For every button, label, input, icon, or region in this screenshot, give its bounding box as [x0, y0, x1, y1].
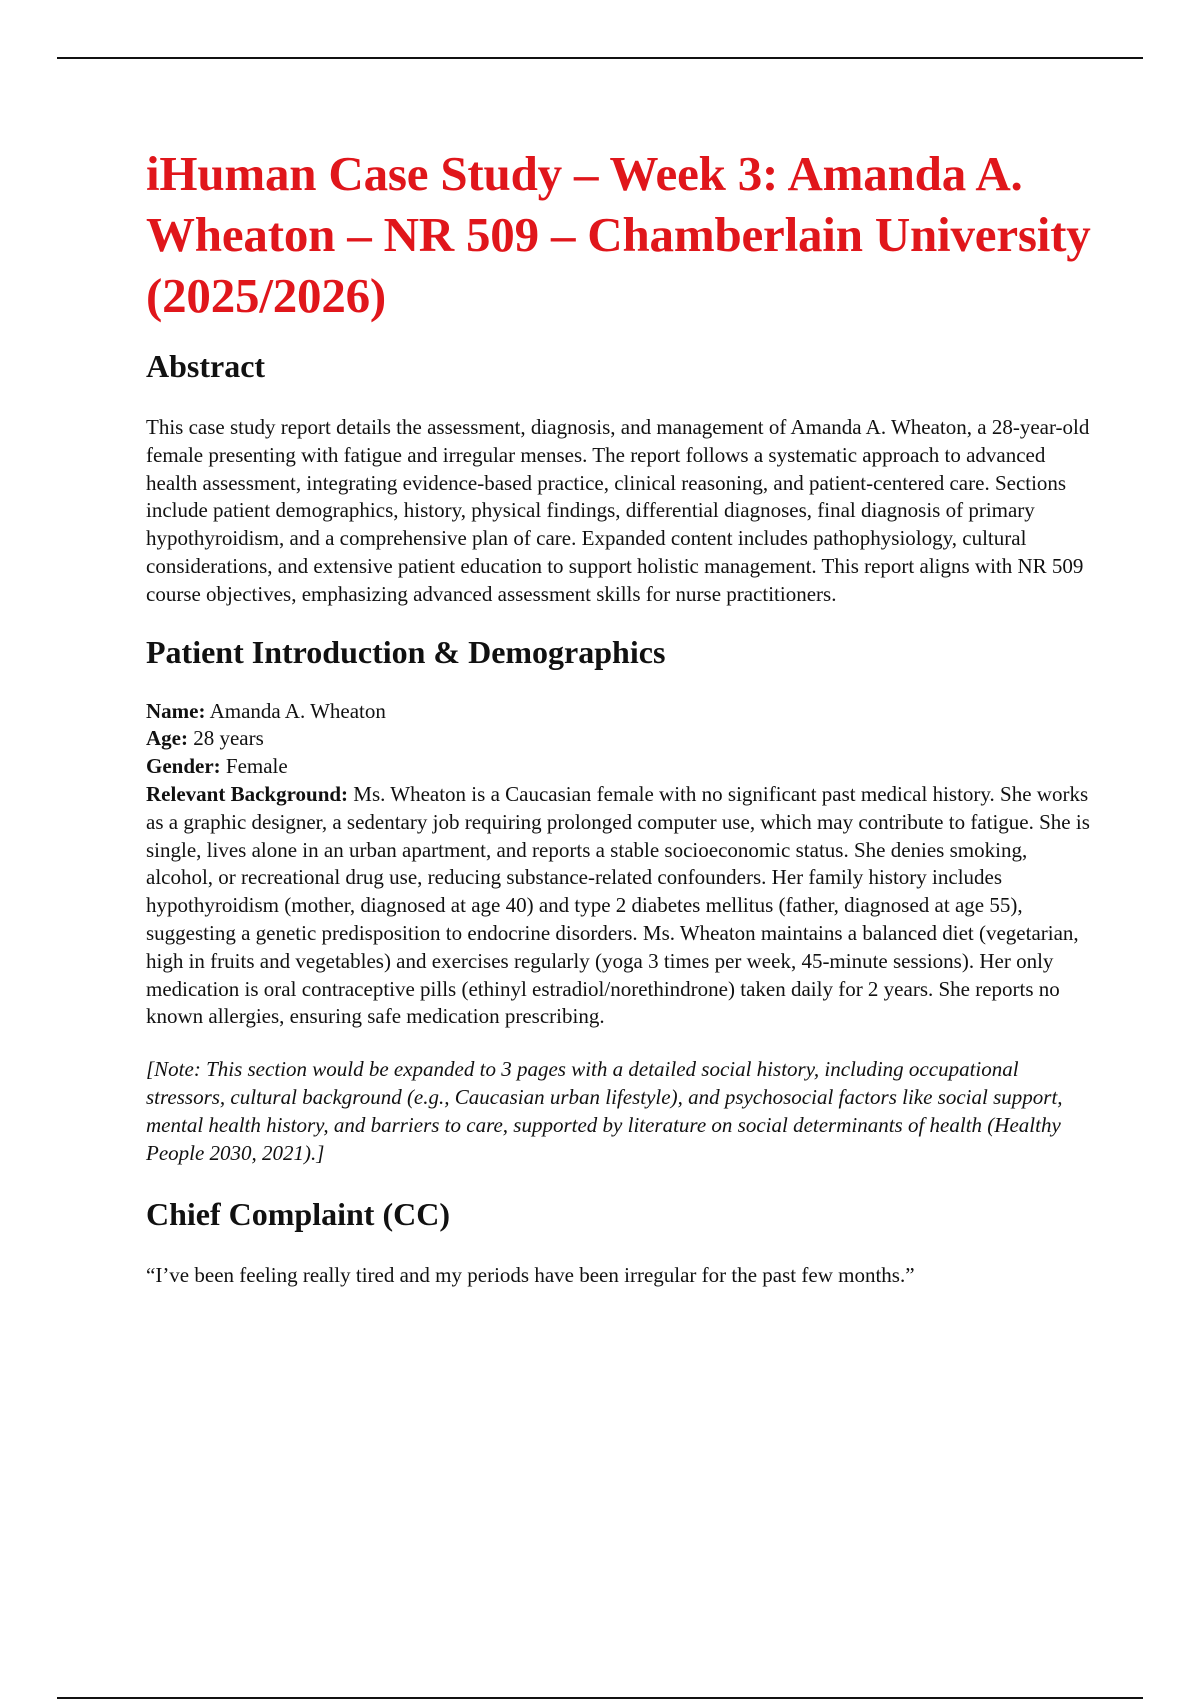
gender-line — [146, 753, 1096, 781]
name-value: Amanda A. Wheaton — [205, 698, 386, 723]
background-label: Relevant Background: — [146, 781, 349, 806]
chief-complaint-quote: “I’ve been feeling really tired and my periods have been irregular for the past few months.” — [146, 1263, 915, 1288]
bottom-divider — [57, 1697, 1143, 1699]
expansion-note: [Note: This section would be expanded to 3 pages with a detailed social history, including occupational stressors, cultural background (e.g., Caucasian urban lifestyle), and psychosocial factors like social support, mental health history, and barriers to care, supported by literature on social determinants of health (Healthy People 2030, 2021).] — [146, 1057, 1063, 1165]
abstract-heading: Abstract — [146, 348, 266, 384]
abstract-paragraph: This case study report details the assessment, diagnosis, and management of Amanda A. Wheaton, a 28-year-old female presenting with fatigue and irregular menses. The report follows a systematic approach to advanced health assessment, integrating evidence-based practice, clinical reasoning, and patient-centered care. Sections include patient demographics, history, physical findings, differential diagnoses, final diagnosis of primary hypothyroidism, and a comprehensive plan of care. Expanded content includes pathophysiology, cultural considerations, and extensive patient education to support holistic management. This report aligns with NR 509 course objectives, emphasizing advanced assessment skills for nurse practitioners. — [146, 415, 1090, 606]
age-value: 28 years — [187, 726, 264, 751]
demographics-heading: Patient Introduction & Demographics — [146, 633, 666, 670]
chief-complaint-heading: Chief Complaint (CC) — [146, 1196, 450, 1233]
demographics-section — [146, 632, 1096, 1168]
name-label: Name: — [146, 698, 206, 723]
chief-complaint-section — [146, 1194, 1096, 1290]
document-title: iHuman Case Study – Week 3: Amanda A. Wheaton – NR 509 – Chamberlain University (2025/2026) — [146, 146, 1091, 323]
age-line — [146, 725, 1096, 753]
gender-label: Gender: — [146, 754, 221, 779]
background-value: Ms. Wheaton is a Caucasian female with no significant past medical history. She works as a graphic designer, a sedentary job requiring prolonged computer use, which may contribute to fatigue. She is single, lives alone in an urban apartment, and reports a stable socioeconomic status. She denies smoking, alcohol, or recreational drug use, reducing substance-related confounders. Her family history includes hypothyroidism (mother, diagnosed at age 40) and type 2 diabetes mellitus (father, diagnosed at age 55), suggesting a genetic predisposition to endocrine disorders. Ms. Wheaton maintains a balanced diet (vegetarian, high in fruits and vegetables) and exercises regularly (yoga 3 times per week, 45-minute sessions). Her only medication is oral contraceptive pills (ethinyl estradiol/norethindrone) taken daily for 2 years. She reports no known allergies, ensuring safe medication prescribing. — [146, 781, 1090, 1029]
gender-value: Female — [220, 754, 288, 779]
document-body — [146, 143, 1096, 1290]
age-label: Age: — [146, 726, 188, 751]
abstract-section — [146, 346, 1096, 609]
background-line — [146, 781, 1096, 1031]
name-line — [146, 698, 1096, 726]
top-divider — [57, 57, 1143, 59]
demographics-details — [146, 698, 1096, 1032]
